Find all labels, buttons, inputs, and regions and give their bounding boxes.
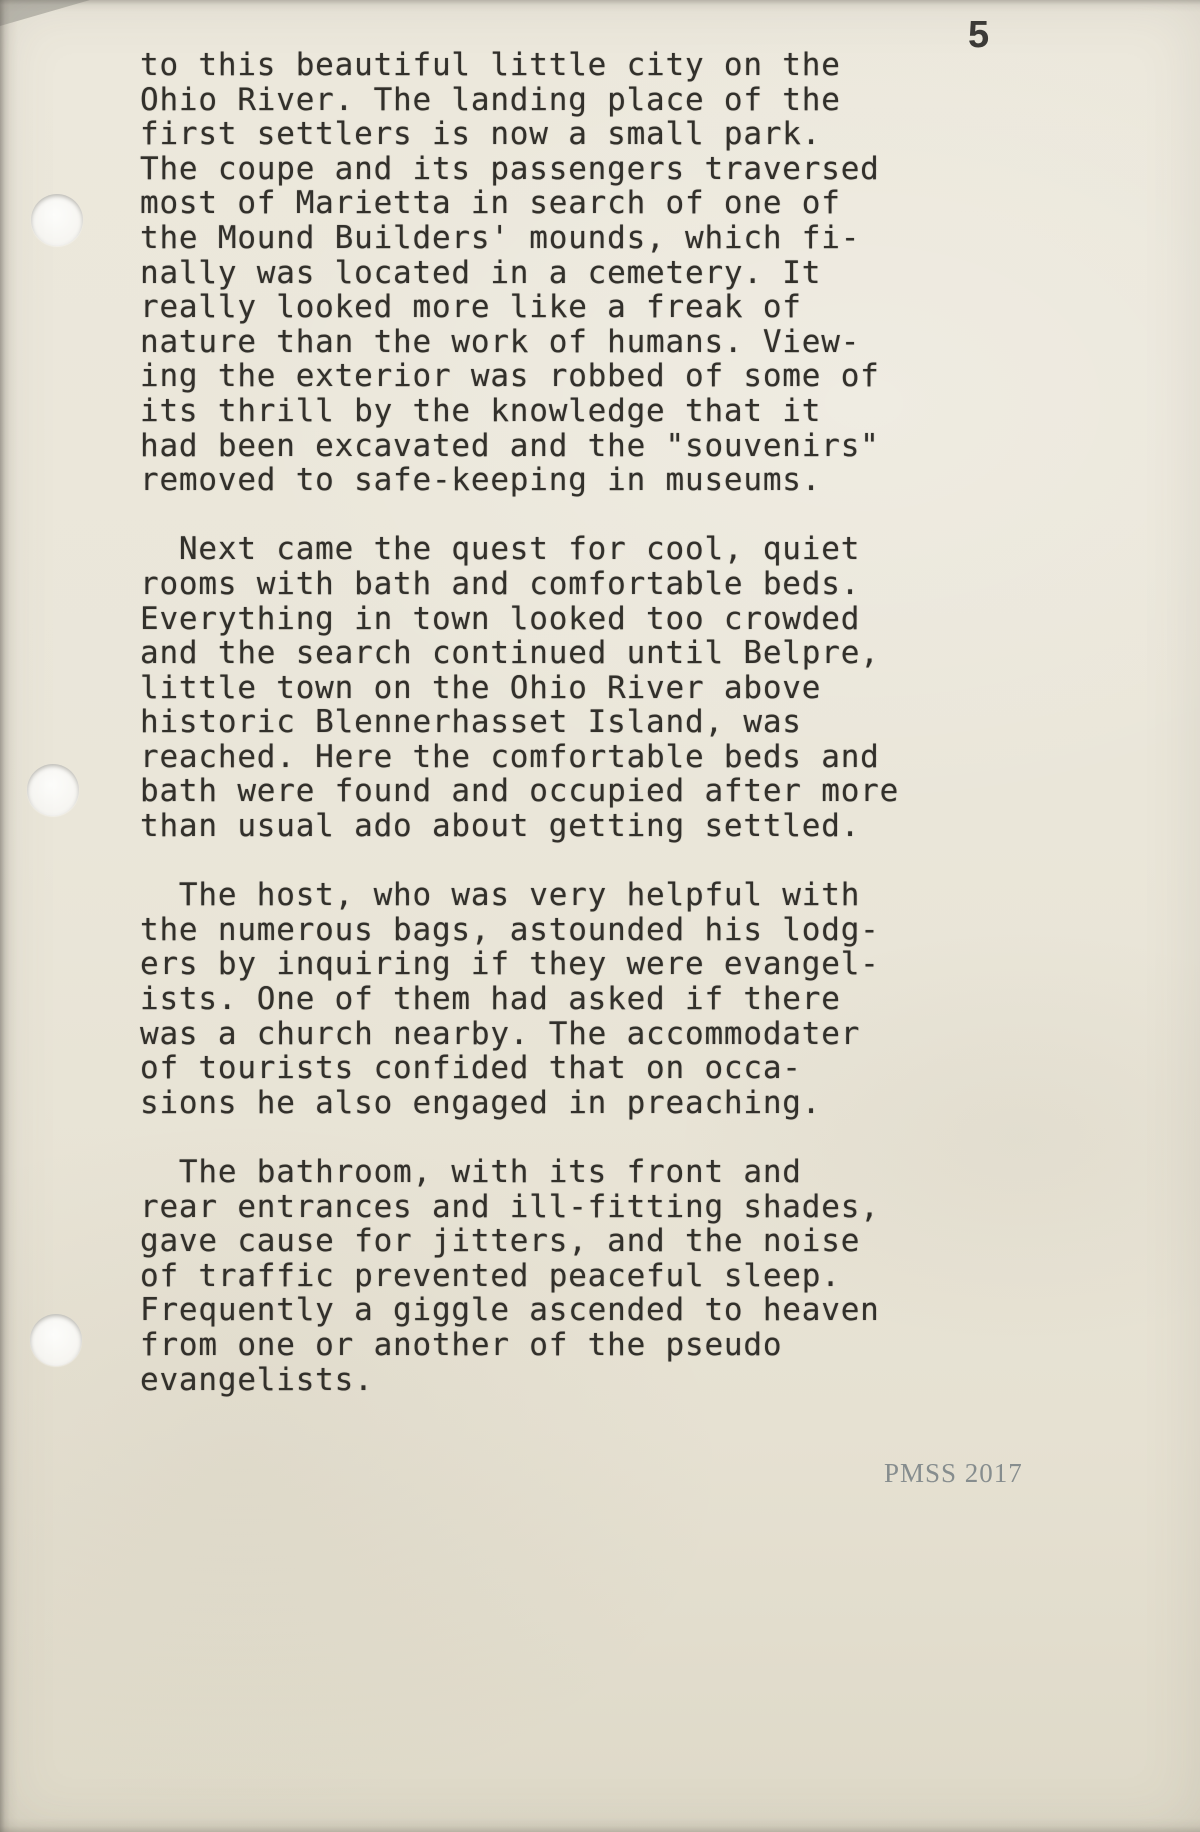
- text-line: reached. Here the comfortable beds and: [140, 738, 880, 775]
- text-line: the numerous bags, astounded his lodg-: [140, 911, 880, 948]
- page-left-edge: [0, 0, 18, 1832]
- punch-hole: [31, 194, 83, 246]
- text-line: sions he also engaged in preaching.: [140, 1084, 822, 1121]
- text-line: Next came the quest for cool, quiet: [140, 531, 861, 568]
- paragraph: [140, 878, 1000, 1120]
- text-line: ists. One of them had asked if there: [140, 981, 841, 1018]
- page-corner-shadow: [0, 0, 90, 26]
- text-line: of tourists confided that on occa-: [140, 1050, 802, 1087]
- text-line: ers by inquiring if they were evangel-: [140, 946, 880, 983]
- text-line: first settlers is now a small park.: [140, 116, 822, 153]
- text-line: Ohio River. The landing place of the: [140, 81, 841, 118]
- text-line: The bathroom, with its front and: [140, 1154, 802, 1190]
- paragraph: [140, 48, 1000, 498]
- paragraph: [140, 1155, 1000, 1397]
- text-line: evangelists.: [140, 1361, 374, 1398]
- text-line: removed to safe-keeping in museums.: [140, 462, 822, 499]
- watermark: PMSS 2017: [884, 1458, 1023, 1488]
- text-line: gave cause for jitters, and the noise: [140, 1223, 861, 1260]
- text-line: ing the exterior was robbed of some of: [140, 358, 880, 395]
- text-line: of traffic prevented peaceful sleep.: [140, 1257, 841, 1294]
- text-line: to this beautiful little city on the: [140, 47, 841, 83]
- text-line: nature than the work of humans. View-: [140, 323, 861, 360]
- text-line: and the search continued until Belpre,: [140, 635, 880, 672]
- page-top-edge: [0, 0, 1200, 12]
- text-line: the Mound Builders' mounds, which fi-: [140, 219, 861, 256]
- text-line: The host, who was very helpful with: [140, 877, 861, 914]
- text-line: nally was located in a cemetery. It: [140, 254, 822, 291]
- typewritten-text: [140, 48, 1000, 1397]
- text-line: little town on the Ohio River above: [140, 669, 822, 706]
- text-line: really looked more like a freak of: [140, 289, 802, 326]
- text-line: Everything in town looked too crowded: [140, 600, 861, 637]
- text-line: The coupe and its passengers traversed: [140, 150, 880, 187]
- text-line: its thrill by the knowledge that it: [140, 392, 822, 429]
- text-line: historic Blennerhasset Island, was: [140, 704, 802, 741]
- page-bottom-edge: [0, 1818, 1200, 1832]
- text-line: from one or another of the pseudo: [140, 1326, 783, 1363]
- text-line: rear entrances and ill-fitting shades,: [140, 1188, 880, 1225]
- text-line: rooms with bath and comfortable beds.: [140, 565, 861, 602]
- punch-hole: [27, 764, 79, 816]
- page-number: 5: [968, 14, 990, 56]
- paragraph: [140, 532, 1000, 843]
- punch-hole: [30, 1314, 82, 1366]
- text-line: had been excavated and the "souvenirs": [140, 427, 880, 464]
- text-line: was a church nearby. The accommodater: [140, 1015, 861, 1052]
- text-line: most of Marietta in search of one of: [140, 185, 841, 222]
- text-line: bath were found and occupied after more: [140, 773, 900, 810]
- text-line: Frequently a giggle ascended to heaven: [140, 1292, 880, 1329]
- text-line: than usual ado about getting settled.: [140, 808, 861, 845]
